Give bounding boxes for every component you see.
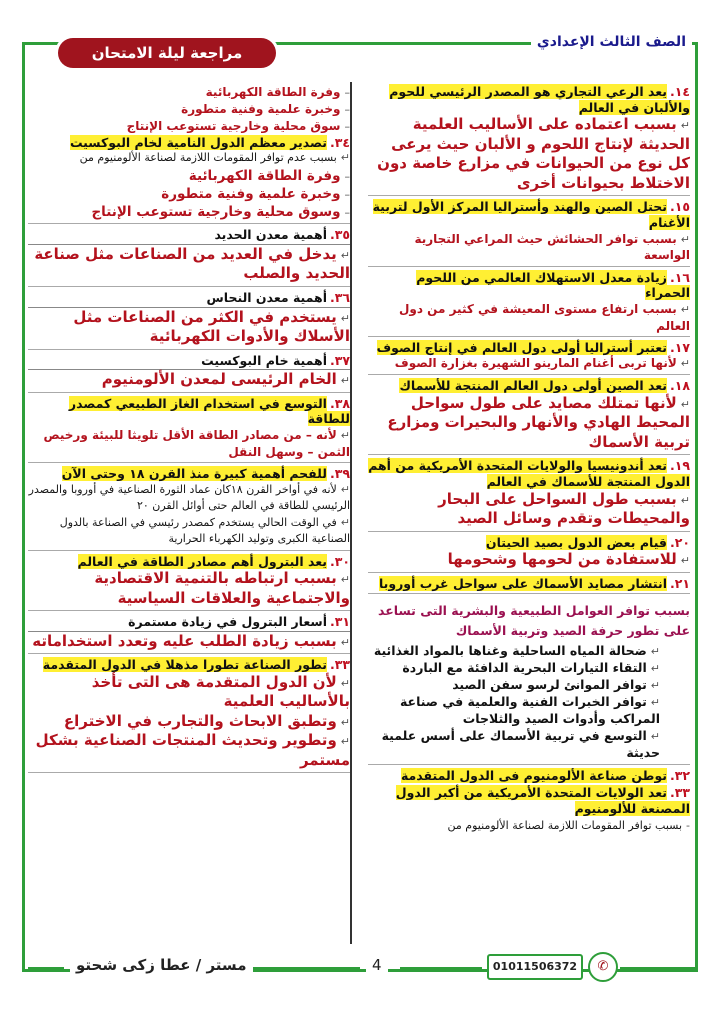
question-item (368, 535, 690, 570)
separator (28, 286, 350, 287)
answer-bullet: ↵ (650, 729, 660, 743)
question-number: ٢٠. (669, 534, 690, 550)
question-text: تعد الصين أولى دول العالم المنتجة للأسماك (399, 378, 667, 394)
list-text: سوق محلية وخارجية تستوعب الإنتاج (126, 118, 341, 133)
answer-text: لأنها تربى أغنام المارينو الشهيرة بغزارة الصوف (394, 356, 677, 371)
answer-bullet: – (344, 102, 350, 116)
answer-text: وتطبق الابحاث والتجارب في الاختراع (63, 711, 337, 730)
question-text: أهمية خام البوكسيت (201, 352, 327, 368)
answer (368, 550, 690, 570)
list-item (28, 185, 350, 203)
list-text: وخبرة علمية وفنية متطورة (161, 185, 341, 202)
answer-text: لأن الدول المتقدمة هى التى تأخذ بالأساليب العلمية (91, 672, 350, 711)
separator (28, 223, 350, 224)
separator (28, 610, 350, 611)
footer-line (620, 967, 696, 970)
question-number: ٣٤. (329, 134, 350, 150)
answer-bullet: ↵ (340, 573, 350, 587)
answer-text: الخام الرئيسى لمعدن الألومنيوم (101, 370, 337, 389)
factor-item (368, 694, 690, 728)
question-line (28, 135, 350, 151)
factor-item (368, 643, 690, 660)
answer-bullet: ↵ (340, 735, 350, 749)
answer-bullet: ↵ (680, 493, 690, 507)
question-text: تعد الولايات المتحدة الأمريكية من أكبر الدول المصنعة للألومنيوم (395, 785, 690, 816)
answer-text: بسبب توافر الحشائش حيث المراعي التجارية الواسعة (414, 231, 690, 263)
question-line (28, 614, 350, 632)
question-number: ٣٦. (329, 289, 350, 305)
question-number: ١٩. (669, 458, 690, 474)
list-item (28, 84, 350, 101)
answer-bullet: – (344, 206, 350, 220)
answer-bullet: ↵ (340, 428, 350, 442)
answer-text: للاستفادة من لحومها وشحومها (447, 550, 677, 569)
footer (0, 956, 720, 980)
question-text: انتشار مصايد الأسماك على سواحل غرب أوروبا (378, 575, 667, 591)
answer-bullet: ↵ (340, 515, 350, 529)
separator (28, 550, 350, 551)
answer-bullet: ↵ (340, 374, 350, 388)
separator (368, 336, 690, 337)
question-item (28, 614, 350, 651)
question-item (368, 785, 690, 816)
question-text: يعد الرعي التجاري هو المصدر الرئيسي للحوم والألبان في العالم (389, 84, 690, 115)
phone-icon: ✆ (588, 952, 618, 982)
separator (368, 764, 690, 765)
question-text: تعد أندونيسيا والولايات المتحدة الأمريكية من أهم الدول المنتجة للأسماك في العالم (368, 458, 690, 490)
question-item (368, 768, 690, 784)
list-item (28, 203, 350, 221)
question-item (28, 353, 350, 390)
list-text: وفرة الطاقة الكهربائية (205, 85, 341, 99)
answer-text: بسبب ارتباطه بالتنمية الاقتصادية والاجتماعية والعلاقات السياسية (94, 569, 350, 607)
answer (28, 632, 350, 652)
answer-text: بسبب اعتماده على الأساليب العلمية الحديثة لإنتاج اللحوم و الألبان حيث يرعى كل نوع من الحيوانات في مزارع خاصة دون الاختلاط بحيوانات أخرى (377, 115, 690, 192)
list-text: وسوق محلية وخارجية تستوعب الإنتاج (91, 204, 341, 221)
separator (28, 462, 350, 463)
factor-item (368, 660, 690, 677)
answer-bullet: ↵ (340, 151, 350, 165)
page-number: 4 (366, 956, 388, 974)
answer-bullet: ↵ (680, 119, 690, 133)
answer (28, 245, 350, 284)
question-number: ١٦. (669, 269, 690, 285)
question-item (368, 458, 690, 528)
question-number: ٣٥. (329, 227, 350, 243)
separator (28, 392, 350, 393)
answer-extra (28, 712, 350, 732)
question-line (28, 466, 350, 482)
answer (28, 308, 350, 347)
answer-text: في الوقت الحالي يستخدم كمصدر رئيسي في الصناعة بالدول الصناعية الكبرى وتوليد الكهرباء الحرارية (59, 515, 350, 546)
question-text: تصدير معظم الدول النامية لخام البوكسيت (69, 134, 327, 150)
answer-bullet: ↵ (680, 232, 690, 246)
factor-text: التقاء التيارات البحرية الدافئة مع الباردة (402, 660, 647, 676)
answer (368, 490, 690, 529)
question-text: قيام بعض الدول بصيد الحيتان (485, 534, 667, 550)
question-line (368, 378, 690, 394)
right-column (368, 84, 690, 835)
list-item (28, 118, 350, 135)
list-text: وفرة الطاقة الكهربائية (188, 167, 341, 184)
question-text: زيادة معدل الاستهلاك العالمي من اللحوم الحمراء (416, 269, 690, 301)
question-number: ٣٠. (329, 553, 350, 569)
question-item (368, 199, 690, 263)
question-line (368, 785, 690, 816)
answer-bullet: ↵ (340, 635, 350, 649)
answer-bullet: ↵ (680, 554, 690, 568)
question-number: ٣٩. (329, 465, 350, 481)
question-number: ٣٣. (329, 657, 350, 673)
answer (368, 394, 690, 453)
answer-text: لأنه في أواخر القرن ١٨كان عماد الثورة الصناعية في أوروبا والمصدر الرئيسي للطاقة في العالم حتى أوائل القرن ٢٠ (28, 482, 350, 513)
grade-title: الصف الثالث الإعدادي (531, 34, 692, 50)
author-name: مستر / عطا زكى شحتو (70, 956, 253, 974)
question-text: التوسع في استخدام الغاز الطبيعي كمصدر للطاقة (68, 395, 350, 427)
answer-bullet: – (344, 169, 350, 183)
column-divider (350, 82, 352, 944)
footer-line (400, 967, 482, 970)
question-line (28, 290, 350, 308)
answer (368, 301, 690, 334)
question-text: تعتبر أستراليا أولى دول العالم في إنتاج الصوف (376, 339, 667, 355)
question-number: ١٧. (669, 339, 690, 355)
answer-bullet: – (344, 187, 350, 201)
answer-bullet: – (344, 86, 350, 99)
question-line (368, 84, 690, 115)
question-text: توطن صناعة الألومنيوم فى الدول المتقدمة (400, 767, 667, 783)
factor-item (368, 677, 690, 694)
answer-text: يستخدم في الكثر من الصناعات مثل الأسلاك والأدوات الكهربائية (73, 307, 350, 346)
answer-text: يدخل في العديد من الصناعات مثل صناعة الحديد والصلب (34, 244, 350, 283)
separator (368, 572, 690, 573)
separator (368, 454, 690, 455)
factor-text: توافر الخبرات الفنية والعلمية في صناعة المراكب وأدوات الصيد والثلاجات (399, 694, 660, 726)
factor-text: التوسع في تربية الأسماك على أسس علمية حديثة (381, 727, 660, 760)
question-text: أهمية معدن الحديد (214, 227, 327, 243)
question-line (368, 340, 690, 356)
answer-bullet: ↵ (650, 696, 660, 710)
answer (28, 427, 350, 460)
answer-text: بسبب توافر المقومات اللازمة لصناعة الألومنيوم من (447, 819, 683, 833)
question-number: ١٨. (669, 378, 690, 394)
list-text: وخبرة علمية وفنية متطورة (181, 101, 341, 116)
answer (28, 673, 350, 712)
phone-number: 01011506372 (487, 954, 583, 980)
separator (28, 349, 350, 350)
answer (368, 231, 690, 264)
question-item (28, 227, 350, 284)
question-number: ٢١. (669, 575, 690, 591)
question-number: ٣١. (329, 614, 350, 630)
answer-note (28, 150, 350, 167)
footer-line (28, 967, 64, 970)
answer-bullet: ↵ (650, 679, 660, 693)
question-line (28, 657, 350, 673)
answer-text: بسبب ارتفاع مستوى المعيشة في كثير من دول العالم (398, 301, 690, 333)
answer-note (368, 818, 690, 835)
question-line (368, 768, 690, 784)
factor-text: ضحالة المياه الساحلية وغناها بالمواد الغذائية (373, 643, 647, 659)
separator (28, 653, 350, 654)
separator (368, 374, 690, 375)
answer-text: بسبب زيادة الطلب عليه وتعدد استخداماته (32, 631, 337, 650)
question-item (368, 270, 690, 334)
question-text: أهمية معدن النحاس (206, 289, 327, 305)
question-item (28, 554, 350, 609)
question-item (28, 657, 350, 770)
question-item (368, 84, 690, 193)
question-line (368, 576, 690, 592)
list-item (28, 101, 350, 118)
answer-bullet: ↵ (340, 248, 350, 262)
answer-bullet: ↵ (340, 715, 350, 729)
answer-bullet: ↵ (680, 357, 690, 371)
question-number: ١٤. (669, 84, 690, 99)
answer-note (28, 515, 350, 548)
question-number: ٣٨. (329, 395, 350, 411)
separator (368, 195, 690, 196)
answer-text: بسبب عدم توافر المقومات اللازمة لصناعة الألومنيوم من (79, 151, 337, 165)
question-item (28, 135, 350, 222)
separator (368, 593, 690, 594)
answer-bullet: ↵ (650, 662, 660, 676)
question-number: ٣٣. (669, 785, 690, 801)
question-line (368, 270, 690, 301)
question-text: أسعار البترول في زيادة مستمرة (128, 614, 327, 630)
answer-bullet: ↵ (340, 676, 350, 690)
answer-text: بسبب طول السواحل على البحار والمحيطات وتقدم وسائل الصيد (438, 489, 690, 528)
separator (368, 531, 690, 532)
question-item (28, 396, 350, 460)
question-line (368, 458, 690, 489)
answer-bullet: ↵ (340, 482, 350, 496)
answer-bullet: ↵ (340, 311, 350, 325)
question-item (28, 290, 350, 347)
question-item (368, 378, 690, 452)
question-number: ٣٧. (329, 352, 350, 368)
question-item (28, 466, 350, 548)
answer-bullet: ↵ (680, 302, 690, 316)
answer (28, 569, 350, 608)
answer-text: وتطوير وتحديث المنتجات الصناعية بشكل مستمر (35, 731, 350, 769)
factor-text: توافر الموانئ لرسو سفن الصيد (452, 677, 647, 693)
question-number: ٣٢. (669, 767, 690, 783)
answer-note (28, 482, 350, 515)
question-line (368, 535, 690, 551)
question-line (28, 396, 350, 427)
answer-bullet: ↵ (650, 645, 660, 659)
question-line (28, 353, 350, 371)
section-intro: بسبب توافر العوامل الطبيعية والبشرية التى تساعد على تطور حرفة الصيد وتربية الأسماك (378, 603, 690, 639)
question-text: تطور الصناعة تطورا مذهلا في الدول المتقدمة (42, 657, 327, 673)
factor-item (368, 728, 690, 762)
list-item (28, 167, 350, 185)
question-line (368, 199, 690, 230)
question-text: يعد البترول أهم مصادر الطاقة في العالم (77, 553, 327, 569)
review-banner: مراجعة ليلة الامتحان (58, 38, 276, 68)
question-number: ١٥. (669, 199, 690, 215)
answer-bullet: - (686, 819, 690, 833)
question-item (368, 576, 690, 592)
question-line (28, 227, 350, 245)
answer-text: لأنه – من مصادر الطاقة الأقل تلويثا للبيئة ورخيص الثمن – وسهل النقل (43, 427, 350, 459)
question-text: للفحم أهمية كبيرة منذ القرن ١٨ وحتى الآن (61, 465, 327, 481)
answer-bullet: ↵ (680, 397, 690, 411)
question-item (368, 340, 690, 372)
question-line (28, 554, 350, 570)
answer-extra (28, 731, 350, 770)
left-column (28, 84, 350, 776)
answer (368, 115, 690, 193)
answer (28, 370, 350, 390)
answer-bullet: – (344, 119, 350, 133)
question-text: تحتل الصين والهند وأستراليا المركز الأول لتربية الأغنام (372, 199, 690, 230)
answer (368, 355, 690, 372)
separator (368, 266, 690, 267)
answer-text: لأنها تمتلك مصايد على طول سواحل المحيط الهادي والأنهار والبحيرات ومزارع تربية الأسماك (387, 393, 690, 451)
separator (28, 772, 350, 773)
